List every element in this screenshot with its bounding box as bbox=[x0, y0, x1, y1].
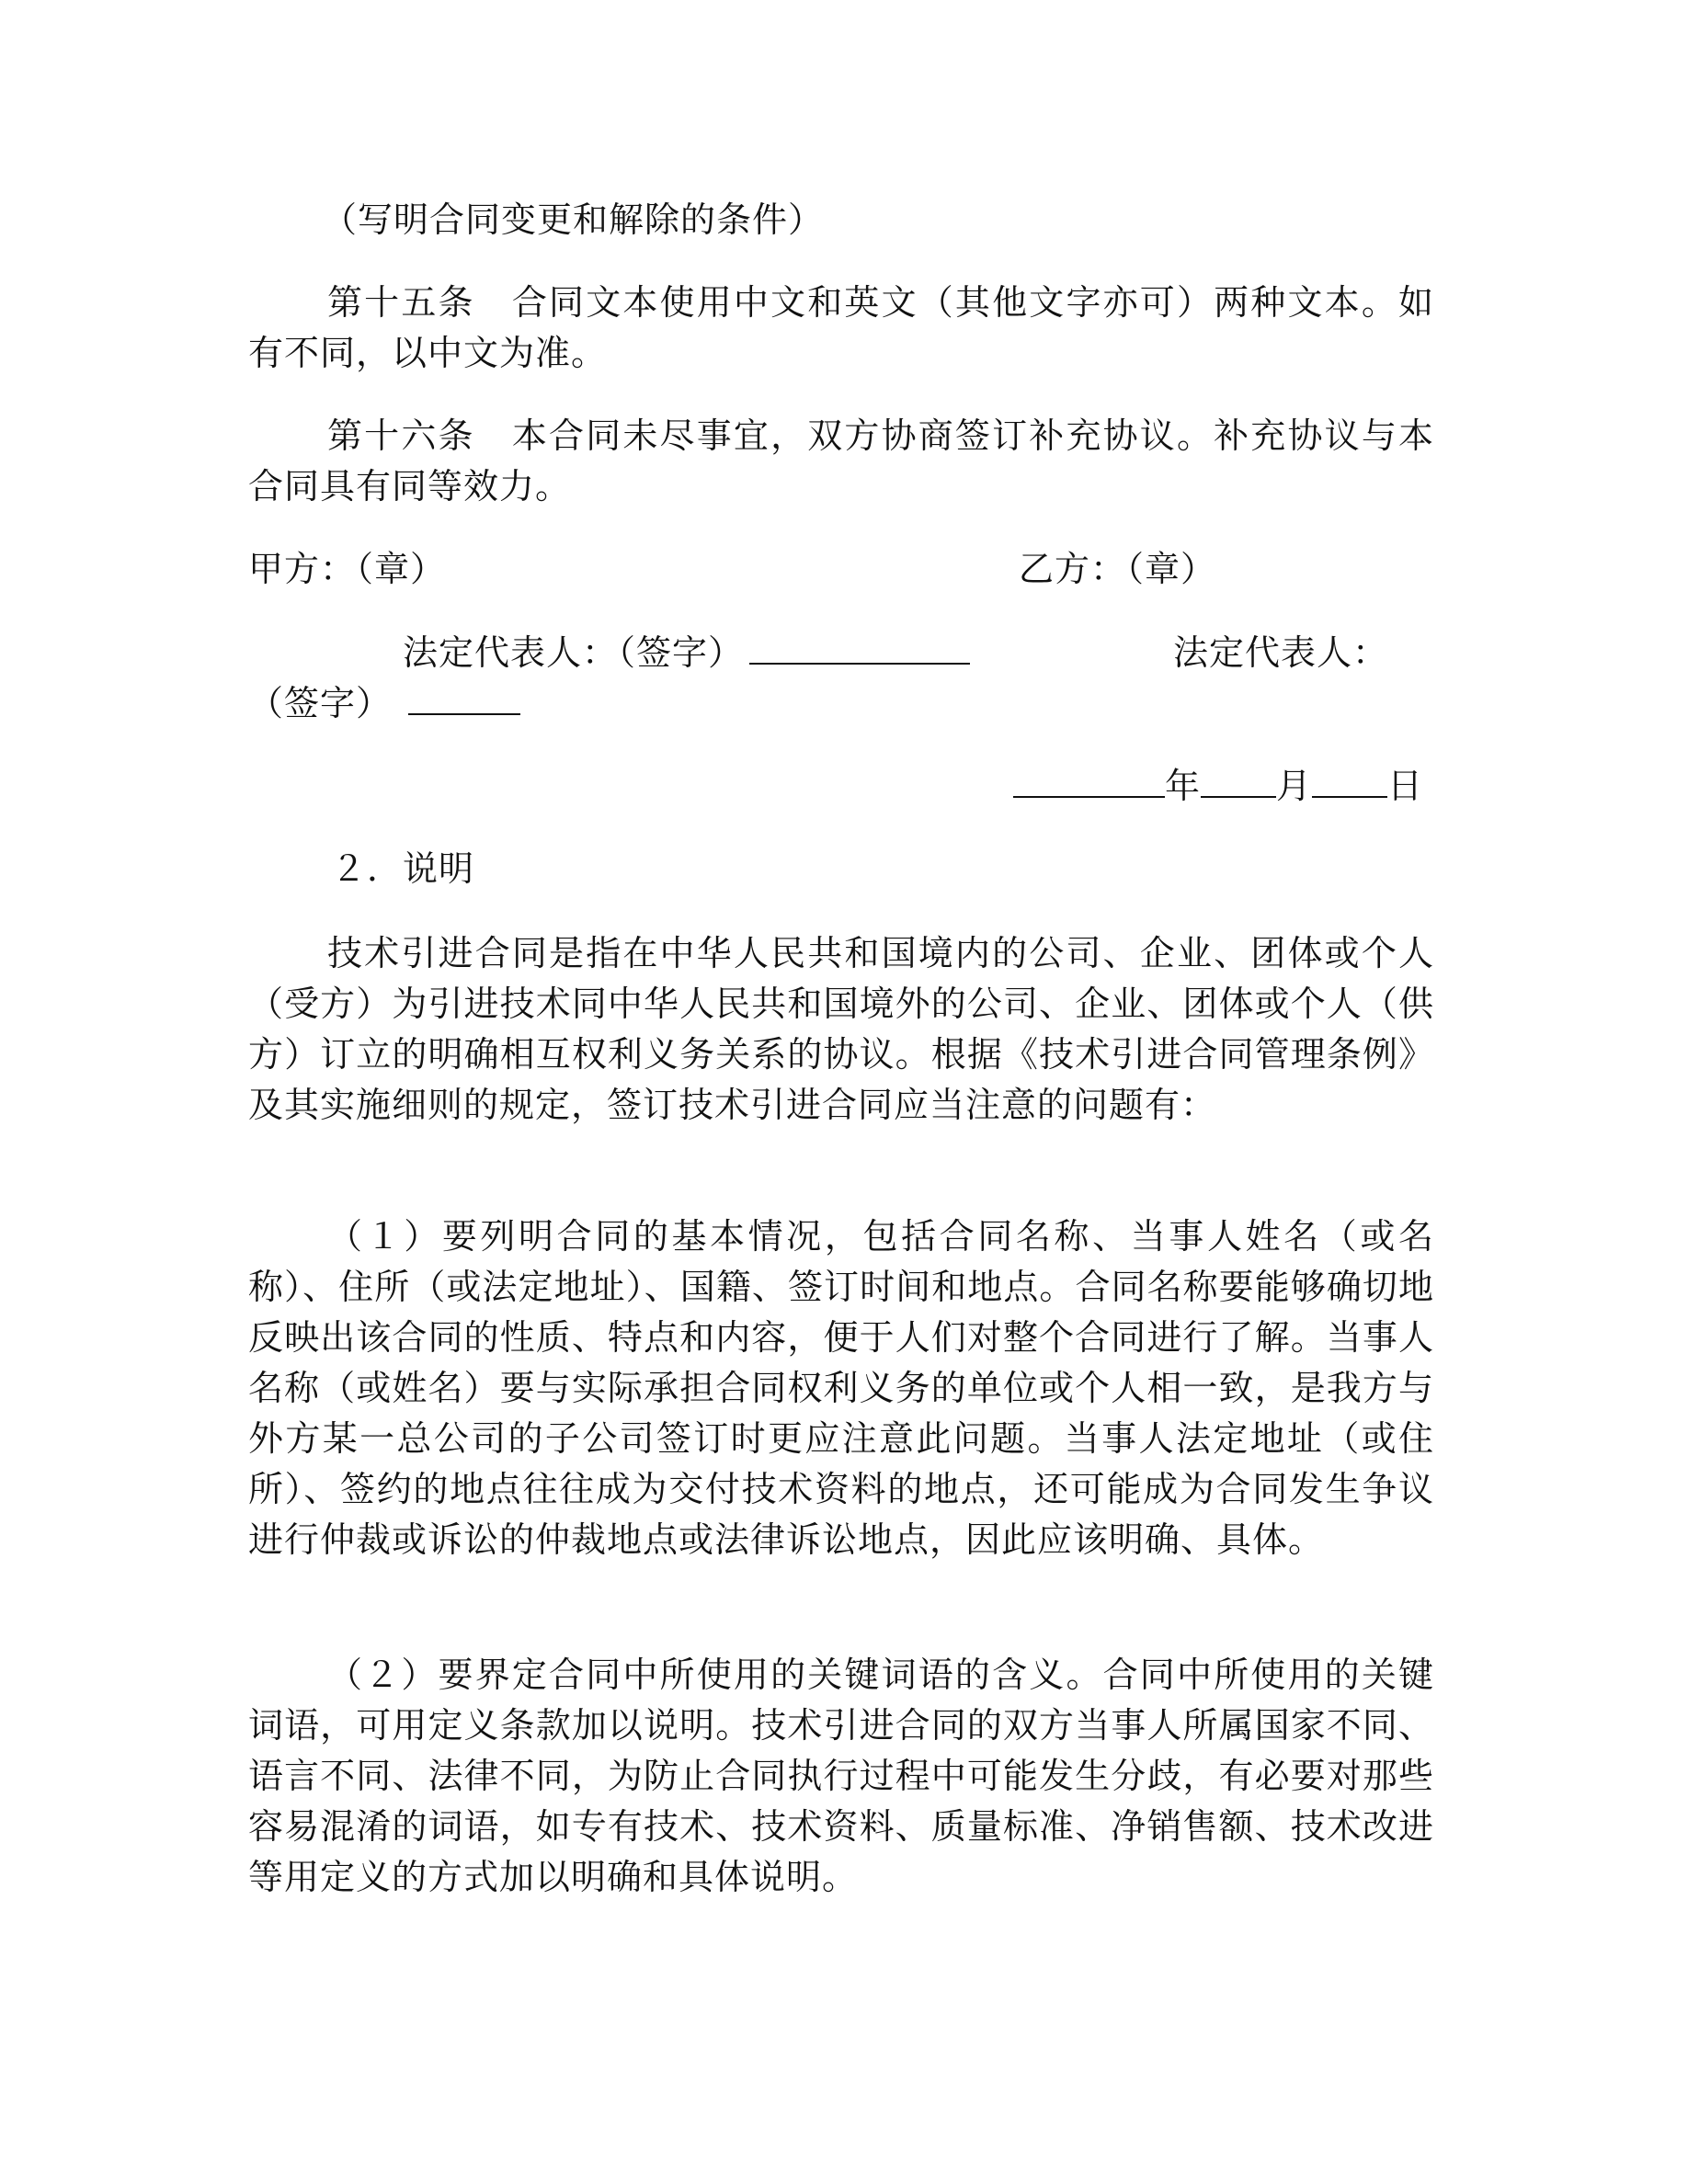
party-b-signature-field[interactable] bbox=[408, 678, 520, 715]
party-a-seal: 甲方：（章） bbox=[248, 549, 447, 589]
day-field[interactable] bbox=[1312, 761, 1387, 798]
month-field[interactable] bbox=[1201, 761, 1276, 798]
article-15: 第十五条 合同文本使用中文和英文（其他文字亦可）两种文本。如有不同，以中文为准。 bbox=[248, 282, 1434, 373]
party-b-representative bbox=[248, 678, 520, 729]
party-b-rep-label: 法定代表人： bbox=[1173, 632, 1389, 673]
party-b-rep-sign-label: （签字） bbox=[248, 683, 393, 723]
year-field[interactable] bbox=[1013, 761, 1165, 798]
month-label: 月 bbox=[1276, 766, 1313, 806]
section-heading: ２．说明 bbox=[331, 848, 475, 889]
intro-paragraph: 技术引进合同是指在中华人民共和国境内的公司、企业、团体或个人（受方）为引进技术同中华人民共和国境外的公司、企业、团体或个人（供方）订立的明确相互权利义务关系的协议。根据《技术引进合同管理条例》及其实施细则的规定，签订技术引进合同应当注意的问题有： bbox=[248, 933, 1434, 1125]
party-a-rep-label: 法定代表人：（签字） bbox=[403, 632, 745, 673]
point-1: （１）要列明合同的基本情况，包括合同名称、当事人姓名（或名称）、住所（或法定地址）、国籍、签订时间和地点。合同名称要能够确切地反映出该合同的性质、特点和内容，便于人们对整个合同进行了解。当事人名称（或姓名）要与实际承担合同权利义务的单位或个人相一致，是我方与外方某一总公司的子公司签订时更应注意此问题。当事人法定地址（或住所）、签约的地点往往成为交付技术资料的地点，还可能成为合同发生争议进行仲裁或诉讼的仲裁地点或法律诉讼地点，因此应该明确、具体。 bbox=[248, 1216, 1434, 1560]
party-a-signature-field[interactable] bbox=[749, 628, 970, 665]
article-16: 第十六条 本合同未尽事宜，双方协商签订补充协议。补充协议与本合同具有同等效力。 bbox=[248, 415, 1434, 506]
party-b-seal: 乙方：（章） bbox=[1019, 549, 1217, 589]
year-label: 年 bbox=[1165, 766, 1202, 806]
point-2: （２）要界定合同中所使用的关键词语的含义。合同中所使用的关键词语，可用定义条款加以说明。技术引进合同的双方当事人所属国家不同、语言不同、法律不同，为防止合同执行过程中可能发生分歧，有必要对那些容易混淆的词语，如专有技术、技术资料、质量标准、净销售额、技术改进等用定义的方式加以明确和具体说明。 bbox=[248, 1655, 1434, 1897]
party-a-representative bbox=[403, 628, 970, 678]
change-terms-note: （写明合同变更和解除的条件） bbox=[322, 199, 825, 240]
date-line bbox=[1013, 761, 1423, 812]
day-label: 日 bbox=[1387, 766, 1424, 806]
